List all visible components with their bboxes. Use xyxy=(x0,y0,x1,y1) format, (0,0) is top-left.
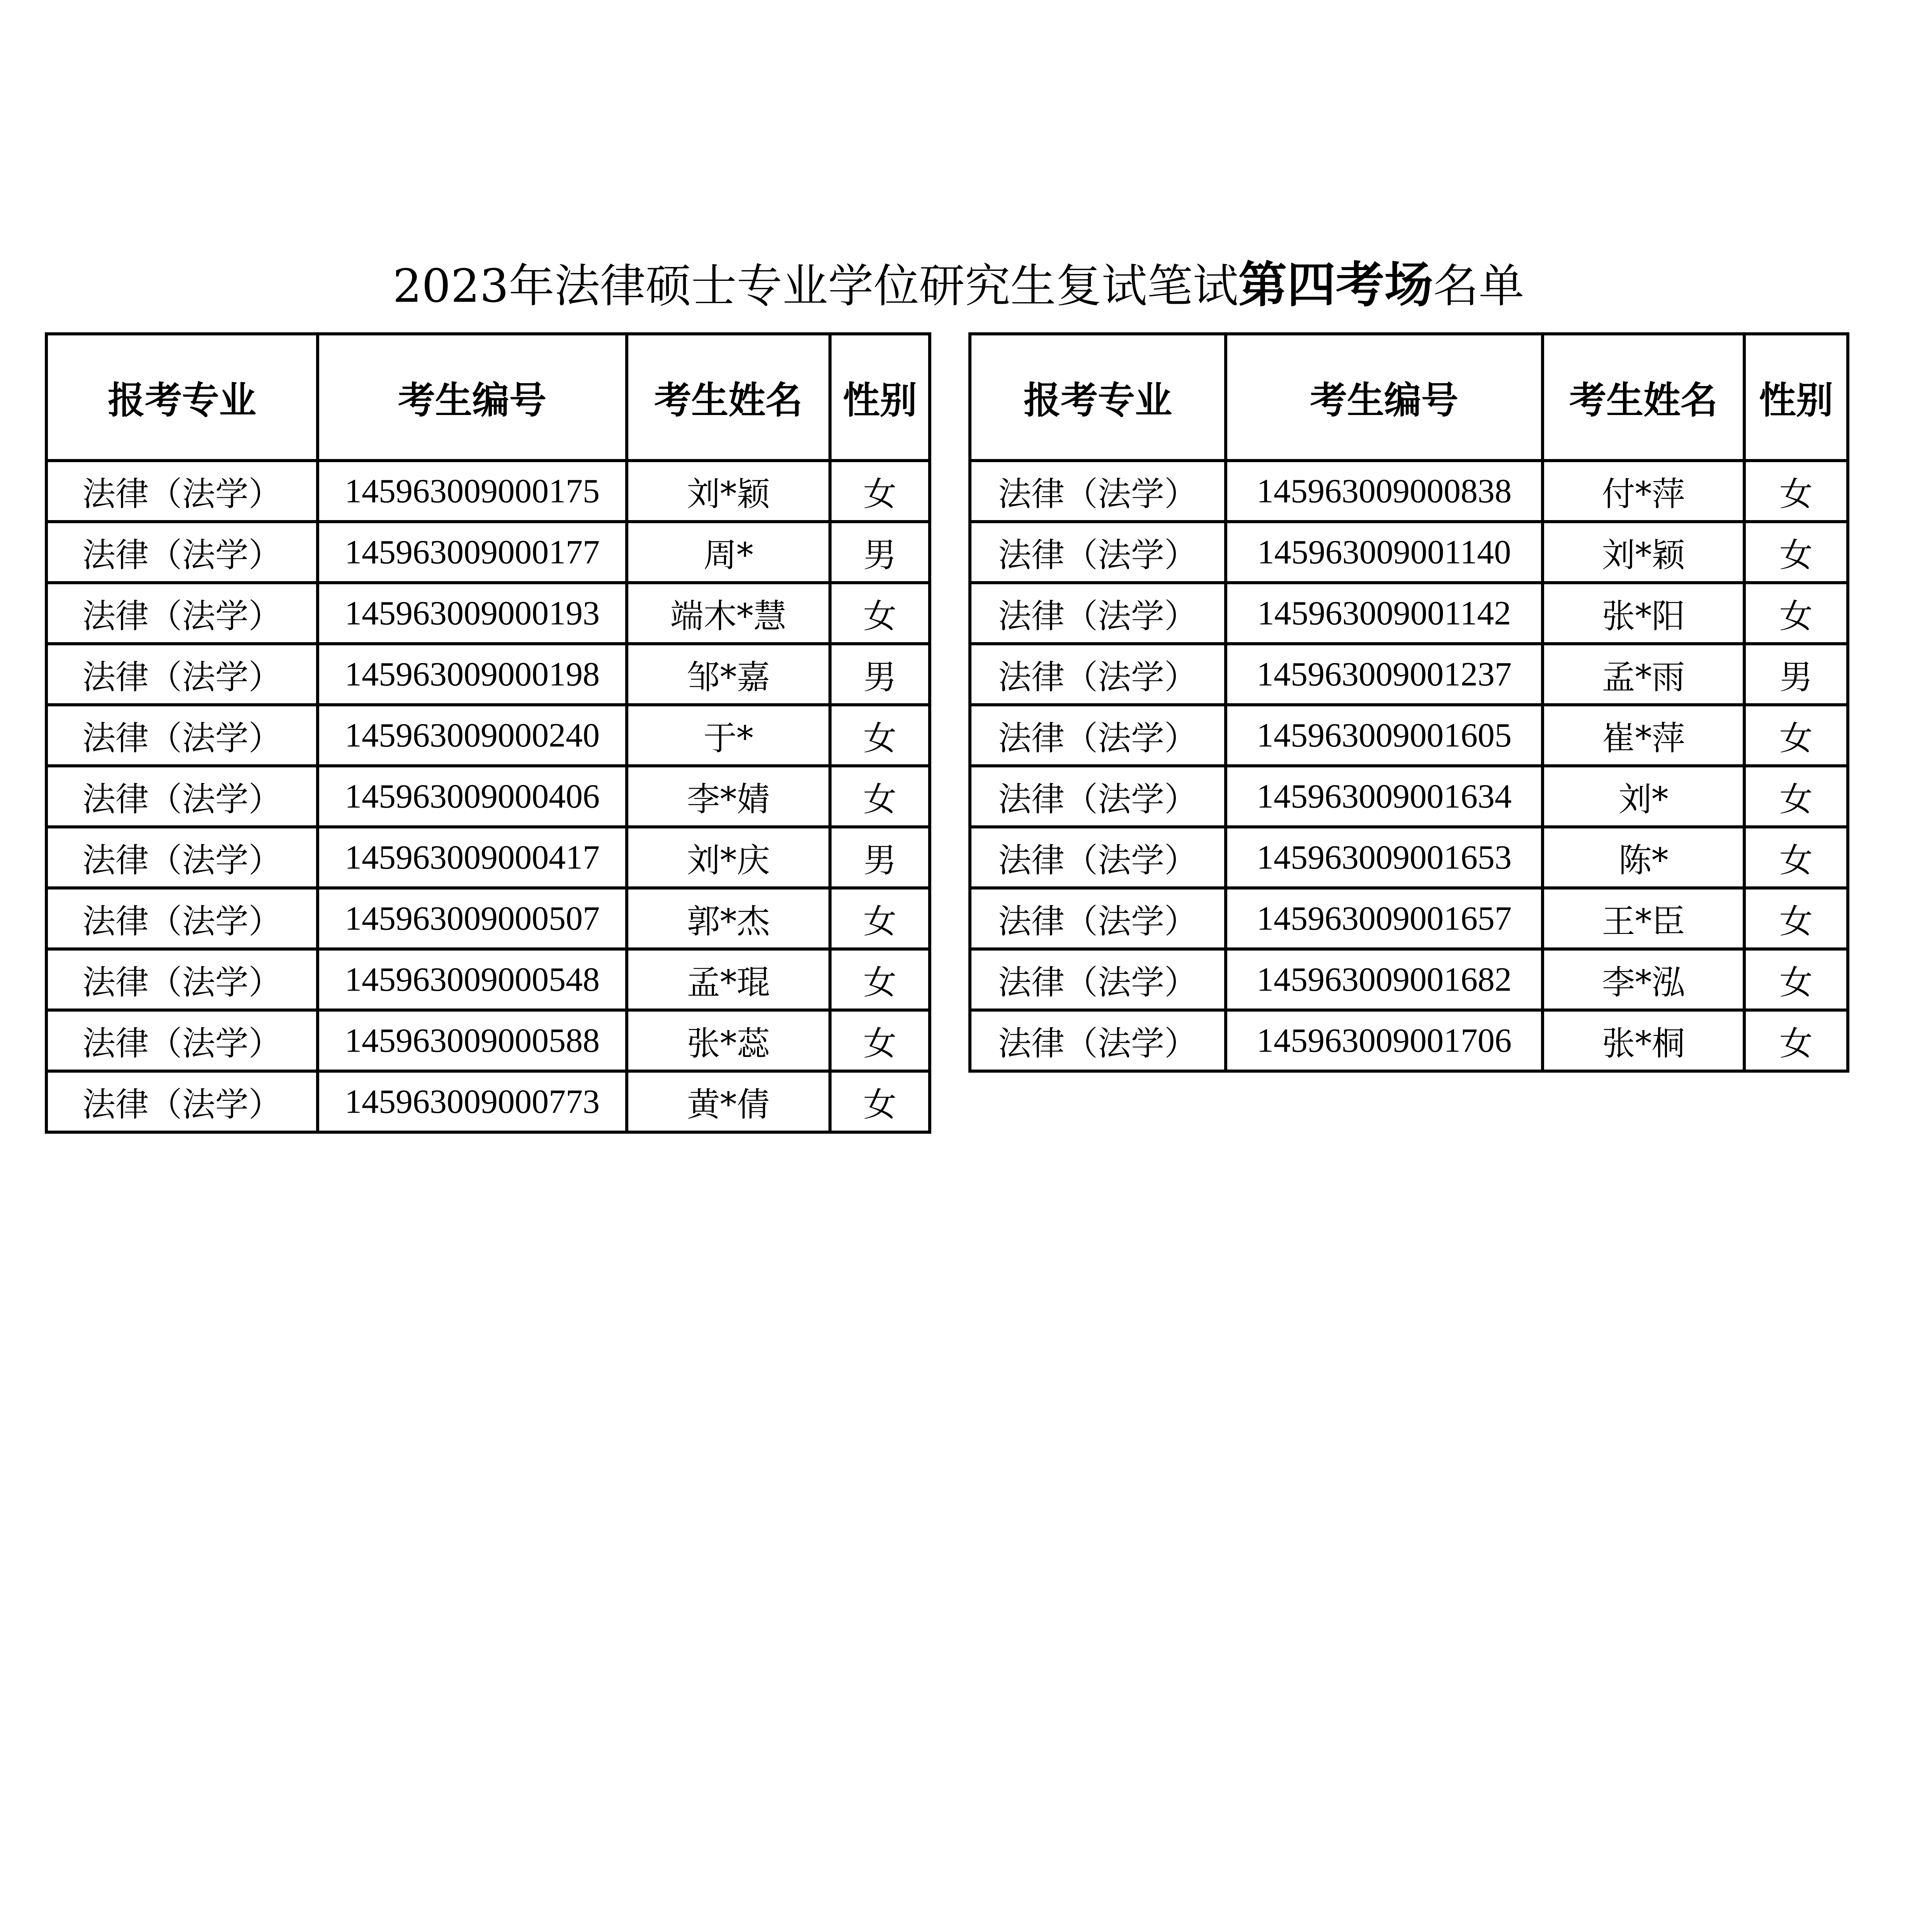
cell-gender: 男 xyxy=(830,644,930,705)
table-row xyxy=(970,461,1848,522)
cell-name: 张*桐 xyxy=(1543,1010,1744,1071)
cell-gender: 女 xyxy=(1744,583,1848,644)
title-part-1: 2023年法律硕士专业学位研究生复试笔试 xyxy=(393,259,1238,313)
table-row xyxy=(970,1010,1848,1071)
roster-table-left xyxy=(45,332,931,1134)
cell-name: 邹*嘉 xyxy=(627,644,830,705)
cell-gender: 男 xyxy=(830,827,930,888)
cell-exam-id: 145963009000417 xyxy=(318,827,627,888)
cell-gender: 女 xyxy=(1744,522,1848,583)
cell-exam-id: 145963009000548 xyxy=(318,949,627,1010)
table-row xyxy=(970,644,1848,705)
cell-major: 法律（法学） xyxy=(46,949,318,1010)
cell-gender: 女 xyxy=(830,888,930,949)
column-header-exam-id: 考生编号 xyxy=(318,334,627,461)
cell-major: 法律（法学） xyxy=(970,1010,1226,1071)
cell-major: 法律（法学） xyxy=(970,827,1226,888)
cell-major: 法律（法学） xyxy=(46,461,318,522)
roster-table-right xyxy=(968,332,1849,1073)
table-row xyxy=(46,583,930,644)
cell-major: 法律（法学） xyxy=(970,949,1226,1010)
cell-name: 孟*雨 xyxy=(1543,644,1744,705)
cell-name: 端木*慧 xyxy=(627,583,830,644)
table-row xyxy=(46,705,930,766)
table-row xyxy=(970,888,1848,949)
table-row xyxy=(46,1010,930,1071)
cell-name: 孟*琨 xyxy=(627,949,830,1010)
table-row xyxy=(46,949,930,1010)
cell-exam-id: 145963009001653 xyxy=(1226,827,1543,888)
cell-name: 郭*杰 xyxy=(627,888,830,949)
cell-major: 法律（法学） xyxy=(46,522,318,583)
cell-name: 刘*颖 xyxy=(1543,522,1744,583)
column-header-major: 报考专业 xyxy=(46,334,318,461)
cell-gender: 女 xyxy=(1744,888,1848,949)
cell-gender: 女 xyxy=(1744,461,1848,522)
cell-name: 崔*萍 xyxy=(1543,705,1744,766)
cell-major: 法律（法学） xyxy=(46,644,318,705)
column-header-gender: 性别 xyxy=(1744,334,1848,461)
cell-gender: 女 xyxy=(830,766,930,827)
cell-gender: 男 xyxy=(830,522,930,583)
table-row xyxy=(46,644,930,705)
cell-name: 陈* xyxy=(1543,827,1744,888)
cell-gender: 女 xyxy=(830,1010,930,1071)
table-row xyxy=(970,827,1848,888)
cell-major: 法律（法学） xyxy=(970,705,1226,766)
cell-exam-id: 145963009000507 xyxy=(318,888,627,949)
cell-exam-id: 145963009000773 xyxy=(318,1071,627,1132)
cell-gender: 女 xyxy=(1744,766,1848,827)
cell-major: 法律（法学） xyxy=(970,522,1226,583)
cell-name: 于* xyxy=(627,705,830,766)
cell-exam-id: 145963009001142 xyxy=(1226,583,1543,644)
table-row xyxy=(46,522,930,583)
cell-major: 法律（法学） xyxy=(46,827,318,888)
cell-name: 张*蕊 xyxy=(627,1010,830,1071)
cell-exam-id: 145963009001634 xyxy=(1226,766,1543,827)
table-row xyxy=(970,583,1848,644)
table-row xyxy=(46,461,930,522)
cell-name: 刘* xyxy=(1543,766,1744,827)
cell-gender: 男 xyxy=(1744,644,1848,705)
cell-name: 李*婧 xyxy=(627,766,830,827)
table-row xyxy=(970,705,1848,766)
cell-major: 法律（法学） xyxy=(970,766,1226,827)
cell-exam-id: 145963009000193 xyxy=(318,583,627,644)
cell-exam-id: 145963009001140 xyxy=(1226,522,1543,583)
cell-gender: 女 xyxy=(830,461,930,522)
column-header-gender: 性别 xyxy=(830,334,930,461)
cell-name: 黄*倩 xyxy=(627,1071,830,1132)
cell-exam-id: 145963009000838 xyxy=(1226,461,1543,522)
title-part-3: 名单 xyxy=(1433,259,1524,313)
cell-major: 法律（法学） xyxy=(46,888,318,949)
cell-major: 法律（法学） xyxy=(46,1071,318,1132)
cell-gender: 女 xyxy=(1744,827,1848,888)
table-header-row xyxy=(970,334,1848,461)
table-row xyxy=(970,522,1848,583)
cell-name: 王*臣 xyxy=(1543,888,1744,949)
table-header-row xyxy=(46,334,930,461)
column-header-exam-id: 考生编号 xyxy=(1226,334,1543,461)
cell-name: 李*泓 xyxy=(1543,949,1744,1010)
cell-gender: 女 xyxy=(830,705,930,766)
column-header-major: 报考专业 xyxy=(970,334,1226,461)
column-header-name: 考生姓名 xyxy=(627,334,830,461)
cell-exam-id: 145963009001706 xyxy=(1226,1010,1543,1071)
cell-exam-id: 145963009000175 xyxy=(318,461,627,522)
title-exam-room: 第四考场 xyxy=(1238,257,1433,313)
cell-major: 法律（法学） xyxy=(46,1010,318,1071)
cell-exam-id: 145963009000198 xyxy=(318,644,627,705)
table-row xyxy=(46,827,930,888)
cell-major: 法律（法学） xyxy=(46,705,318,766)
cell-name: 付*萍 xyxy=(1543,461,1744,522)
page-title xyxy=(0,250,1917,321)
column-header-name: 考生姓名 xyxy=(1543,334,1744,461)
cell-gender: 女 xyxy=(1744,705,1848,766)
cell-name: 周* xyxy=(627,522,830,583)
cell-major: 法律（法学） xyxy=(46,583,318,644)
table-row xyxy=(970,949,1848,1010)
cell-name: 张*阳 xyxy=(1543,583,1744,644)
table-row xyxy=(970,766,1848,827)
cell-gender: 女 xyxy=(830,1071,930,1132)
cell-exam-id: 145963009001657 xyxy=(1226,888,1543,949)
cell-major: 法律（法学） xyxy=(46,766,318,827)
cell-gender: 女 xyxy=(830,949,930,1010)
cell-name: 刘*庆 xyxy=(627,827,830,888)
cell-exam-id: 145963009000406 xyxy=(318,766,627,827)
cell-name: 刘*颖 xyxy=(627,461,830,522)
cell-exam-id: 145963009000177 xyxy=(318,522,627,583)
cell-exam-id: 145963009000240 xyxy=(318,705,627,766)
cell-gender: 女 xyxy=(1744,949,1848,1010)
cell-gender: 女 xyxy=(830,583,930,644)
cell-exam-id: 145963009001682 xyxy=(1226,949,1543,1010)
table-row xyxy=(46,1071,930,1132)
cell-major: 法律（法学） xyxy=(970,583,1226,644)
cell-major: 法律（法学） xyxy=(970,888,1226,949)
cell-major: 法律（法学） xyxy=(970,461,1226,522)
table-row xyxy=(46,766,930,827)
cell-gender: 女 xyxy=(1744,1010,1848,1071)
table-row xyxy=(46,888,930,949)
cell-major: 法律（法学） xyxy=(970,644,1226,705)
cell-exam-id: 145963009000588 xyxy=(318,1010,627,1071)
cell-exam-id: 145963009001237 xyxy=(1226,644,1543,705)
cell-exam-id: 145963009001605 xyxy=(1226,705,1543,766)
